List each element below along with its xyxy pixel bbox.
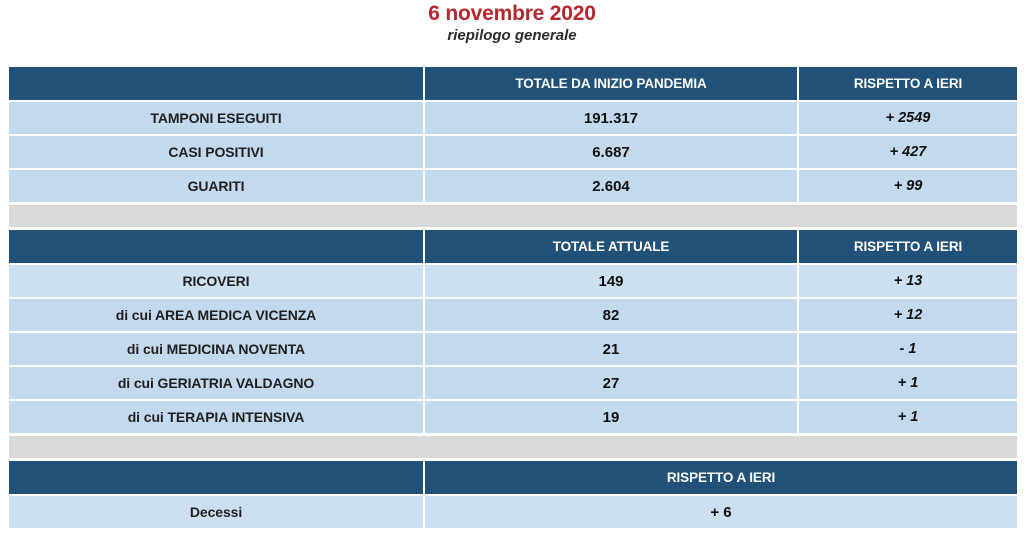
row-total-guariti: 2.604 (425, 170, 797, 202)
page-title: 6 novembre 2020 (428, 2, 596, 25)
row-label-medicina-noventa: di cui MEDICINA NOVENTA (9, 333, 423, 365)
section-divider (9, 436, 1017, 458)
row-total-geriatria-valdagno: 27 (425, 367, 797, 399)
page-subtitle: riepilogo generale (447, 27, 577, 44)
row-total-area-medica-vicenza: 82 (425, 299, 797, 331)
table1-header-delta: RISPETTO A IERI (799, 67, 1017, 100)
row-delta-area-medica-vicenza: + 12 (799, 299, 1017, 331)
row-total-casi-positivi: 6.687 (425, 136, 797, 168)
row-delta-medicina-noventa: - 1 (799, 333, 1017, 365)
row-delta-tamponi: + 2549 (799, 102, 1017, 134)
row-label-ricoveri: RICOVERI (9, 265, 423, 297)
table1-corner-cell (9, 67, 423, 100)
table1-header-total: TOTALE DA INIZIO PANDEMIA (425, 67, 797, 100)
row-delta-casi-positivi: + 427 (799, 136, 1017, 168)
row-label-tamponi: TAMPONI ESEGUITI (9, 102, 423, 134)
row-value-decessi: + 6 (425, 496, 1017, 528)
row-label-decessi: Decessi (9, 496, 423, 528)
row-total-ricoveri: 149 (425, 265, 797, 297)
row-total-tamponi: 191.317 (425, 102, 797, 134)
row-total-terapia-intensiva: 19 (425, 401, 797, 433)
row-delta-terapia-intensiva: + 1 (799, 401, 1017, 433)
table2-header-delta: RISPETTO A IERI (799, 230, 1017, 263)
row-delta-geriatria-valdagno: + 1 (799, 367, 1017, 399)
table-current-hospitalizations (9, 230, 1017, 433)
section-divider (9, 205, 1017, 227)
row-total-medicina-noventa: 21 (425, 333, 797, 365)
row-label-terapia-intensiva: di cui TERAPIA INTENSIVA (9, 401, 423, 433)
tables-area (9, 67, 1017, 528)
table3-header-delta: RISPETTO A IERI (425, 461, 1017, 494)
table2-header-total: TOTALE ATTUALE (425, 230, 797, 263)
table-deaths (9, 461, 1017, 528)
row-delta-ricoveri: + 13 (799, 265, 1017, 297)
row-delta-guariti: + 99 (799, 170, 1017, 202)
table3-corner-cell (9, 461, 423, 494)
row-label-casi-positivi: CASI POSITIVI (9, 136, 423, 168)
row-label-area-medica-vicenza: di cui AREA MEDICA VICENZA (9, 299, 423, 331)
row-label-geriatria-valdagno: di cui GERIATRIA VALDAGNO (9, 367, 423, 399)
row-label-guariti: GUARITI (9, 170, 423, 202)
table-pandemic-totals (9, 67, 1017, 202)
table2-corner-cell (9, 230, 423, 263)
